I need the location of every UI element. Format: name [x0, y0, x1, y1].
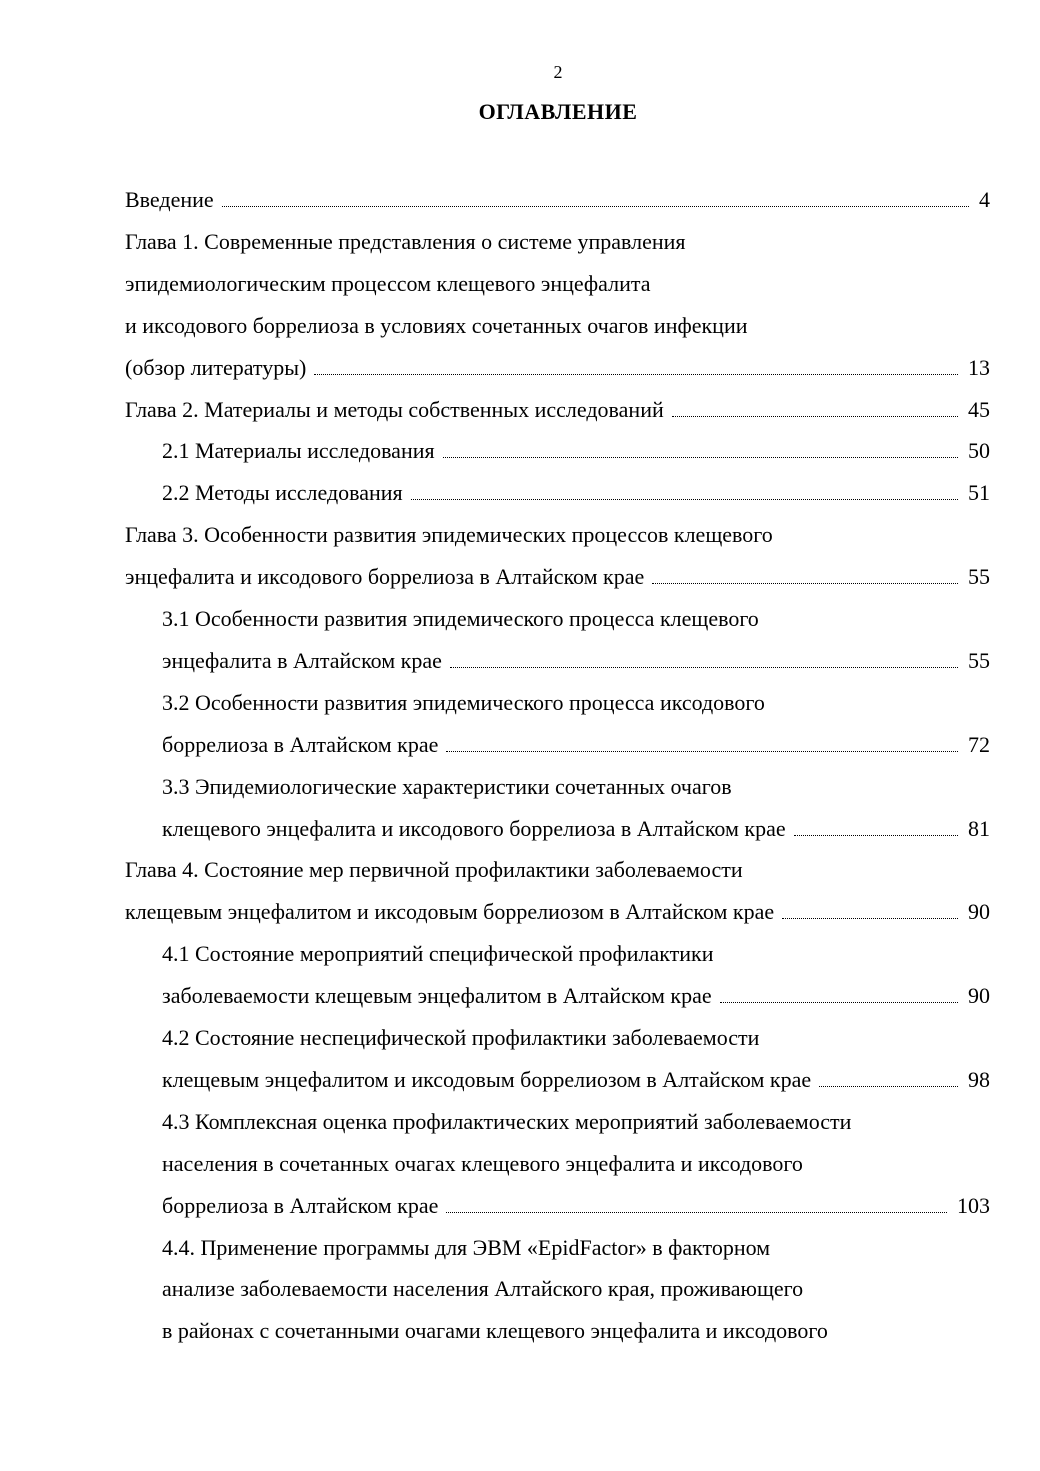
toc-entry	[162, 602, 759, 632]
toc-entry-page-number: 81	[968, 816, 990, 841]
toc-entry-text: клещевым энцефалитом и иксодовым боррелиозом в Алтайском крае	[162, 1067, 812, 1092]
toc-dot-leader	[446, 1211, 947, 1213]
toc-entry-text: Глава 4. Состояние мер первичной профилактики заболеваемости	[125, 857, 743, 882]
toc-title: ОГЛАВЛЕНИЕ	[478, 99, 638, 124]
toc-entry	[162, 1314, 828, 1344]
toc-dot-leader	[411, 498, 958, 500]
toc-entry	[162, 728, 990, 758]
toc-dot-leader	[794, 834, 958, 836]
toc-entry-page-number: 4	[979, 187, 990, 212]
toc-entry-page-number: 98	[968, 1067, 990, 1092]
toc-dot-leader	[819, 1085, 958, 1087]
toc-entry	[125, 393, 990, 423]
toc-entry-text: заболеваемости клещевым энцефалитом в Алтайском крае	[162, 983, 712, 1008]
toc-entry-text: 3.2 Особенности развития эпидемического процесса иксодового	[162, 690, 765, 715]
toc-entry-text: 2.2 Методы исследования	[162, 480, 403, 505]
toc-entry-text: 3.1 Особенности развития эпидемического процесса клещевого	[162, 606, 759, 631]
toc-entry-text: 2.1 Материалы исследования	[162, 438, 435, 463]
toc-entry	[125, 225, 686, 255]
toc-entry	[162, 1105, 851, 1135]
toc-entry-text: и иксодового боррелиоза в условиях сочетанных очагов инфекции	[125, 313, 748, 338]
toc-entry	[125, 183, 990, 213]
toc-entry-text: в районах с сочетанными очагами клещевого энцефалита и иксодового	[162, 1318, 828, 1343]
toc-dot-leader	[652, 582, 958, 584]
toc-entry	[125, 895, 990, 925]
toc-entry	[125, 309, 748, 339]
toc-dot-leader	[672, 415, 958, 417]
toc-entry-text: населения в сочетанных очагах клещевого энцефалита и иксодового	[162, 1151, 803, 1176]
toc-entry	[162, 812, 990, 842]
toc-entry-text: клещевым энцефалитом и иксодовым боррелиозом в Алтайском крае	[125, 899, 775, 924]
toc-entry-text: 4.4. Применение программы для ЭВМ «EpidFactor» в факторном	[162, 1235, 771, 1260]
toc-entry	[162, 434, 990, 464]
toc-entry-text: 4.2 Состояние неспецифической профилактики заболеваемости	[162, 1025, 760, 1050]
toc-entry-text: эпидемиологическим процессом клещевого энцефалита	[125, 271, 651, 296]
toc-dot-leader	[446, 750, 958, 752]
toc-entry-page-number: 50	[968, 438, 990, 463]
toc-entry-text: 4.3 Комплексная оценка профилактических мероприятий заболеваемости	[162, 1109, 852, 1134]
toc-entry	[125, 853, 743, 883]
toc-entry	[162, 1231, 770, 1261]
toc-entry-text: Глава 2. Материалы и методы собственных исследований	[125, 397, 664, 422]
toc-entry-text: энцефалита и иксодового боррелиоза в Алтайском крае	[125, 564, 645, 589]
toc-entry-text: энцефалита в Алтайском крае	[162, 648, 442, 673]
toc-dot-leader	[314, 373, 958, 375]
toc-entry	[125, 518, 773, 548]
toc-entry	[162, 1272, 803, 1302]
toc-entry	[162, 644, 990, 674]
toc-entry	[162, 1189, 990, 1219]
toc-entry	[162, 937, 714, 967]
toc-entry-page-number: 45	[968, 397, 990, 422]
toc-entry-text: (обзор литературы)	[125, 355, 307, 380]
toc-entry	[125, 267, 651, 297]
toc-entry	[162, 979, 990, 1009]
toc-entry-page-number: 13	[968, 355, 990, 380]
toc-entry-text: Глава 1. Современные представления о системе управления	[125, 229, 686, 254]
toc-entry-page-number: 55	[968, 648, 990, 673]
toc-entry-page-number: 90	[968, 983, 990, 1008]
toc-entry	[125, 560, 990, 590]
toc-entry-text: клещевого энцефалита и иксодового боррелиоза в Алтайском крае	[162, 816, 786, 841]
toc-entry	[162, 1063, 990, 1093]
toc-dot-leader	[450, 666, 958, 668]
toc-entry-page-number: 72	[968, 732, 990, 757]
toc-dot-leader	[782, 917, 958, 919]
toc-dot-leader	[222, 205, 969, 207]
toc-entry-text: боррелиоза в Алтайском крае	[162, 1193, 439, 1218]
toc-entry	[162, 1147, 803, 1177]
toc-entry	[162, 686, 765, 716]
toc-entry-text: 4.1 Состояние мероприятий специфической профилактики	[162, 941, 714, 966]
page-number: 2	[553, 62, 563, 82]
toc-entry	[162, 1021, 759, 1051]
toc-entry	[162, 770, 732, 800]
toc-entry-page-number: 103	[957, 1193, 990, 1218]
toc-entry	[125, 351, 990, 381]
toc-entry-page-number: 55	[968, 564, 990, 589]
toc-entry-text: Глава 3. Особенности развития эпидемических процессов клещевого	[125, 522, 773, 547]
toc-entry-text: 3.3 Эпидемиологические характеристики сочетанных очагов	[162, 774, 732, 799]
toc-entry-text: боррелиоза в Алтайском крае	[162, 732, 439, 757]
toc-dot-leader	[443, 456, 958, 458]
toc-entry-text: Введение	[125, 187, 214, 212]
toc-entry-page-number: 51	[968, 480, 990, 505]
toc-entry	[162, 476, 990, 506]
toc-entry-page-number: 90	[968, 899, 990, 924]
toc-dot-leader	[720, 1001, 958, 1003]
toc-entry-text: анализе заболеваемости населения Алтайского края, проживающего	[162, 1276, 804, 1301]
